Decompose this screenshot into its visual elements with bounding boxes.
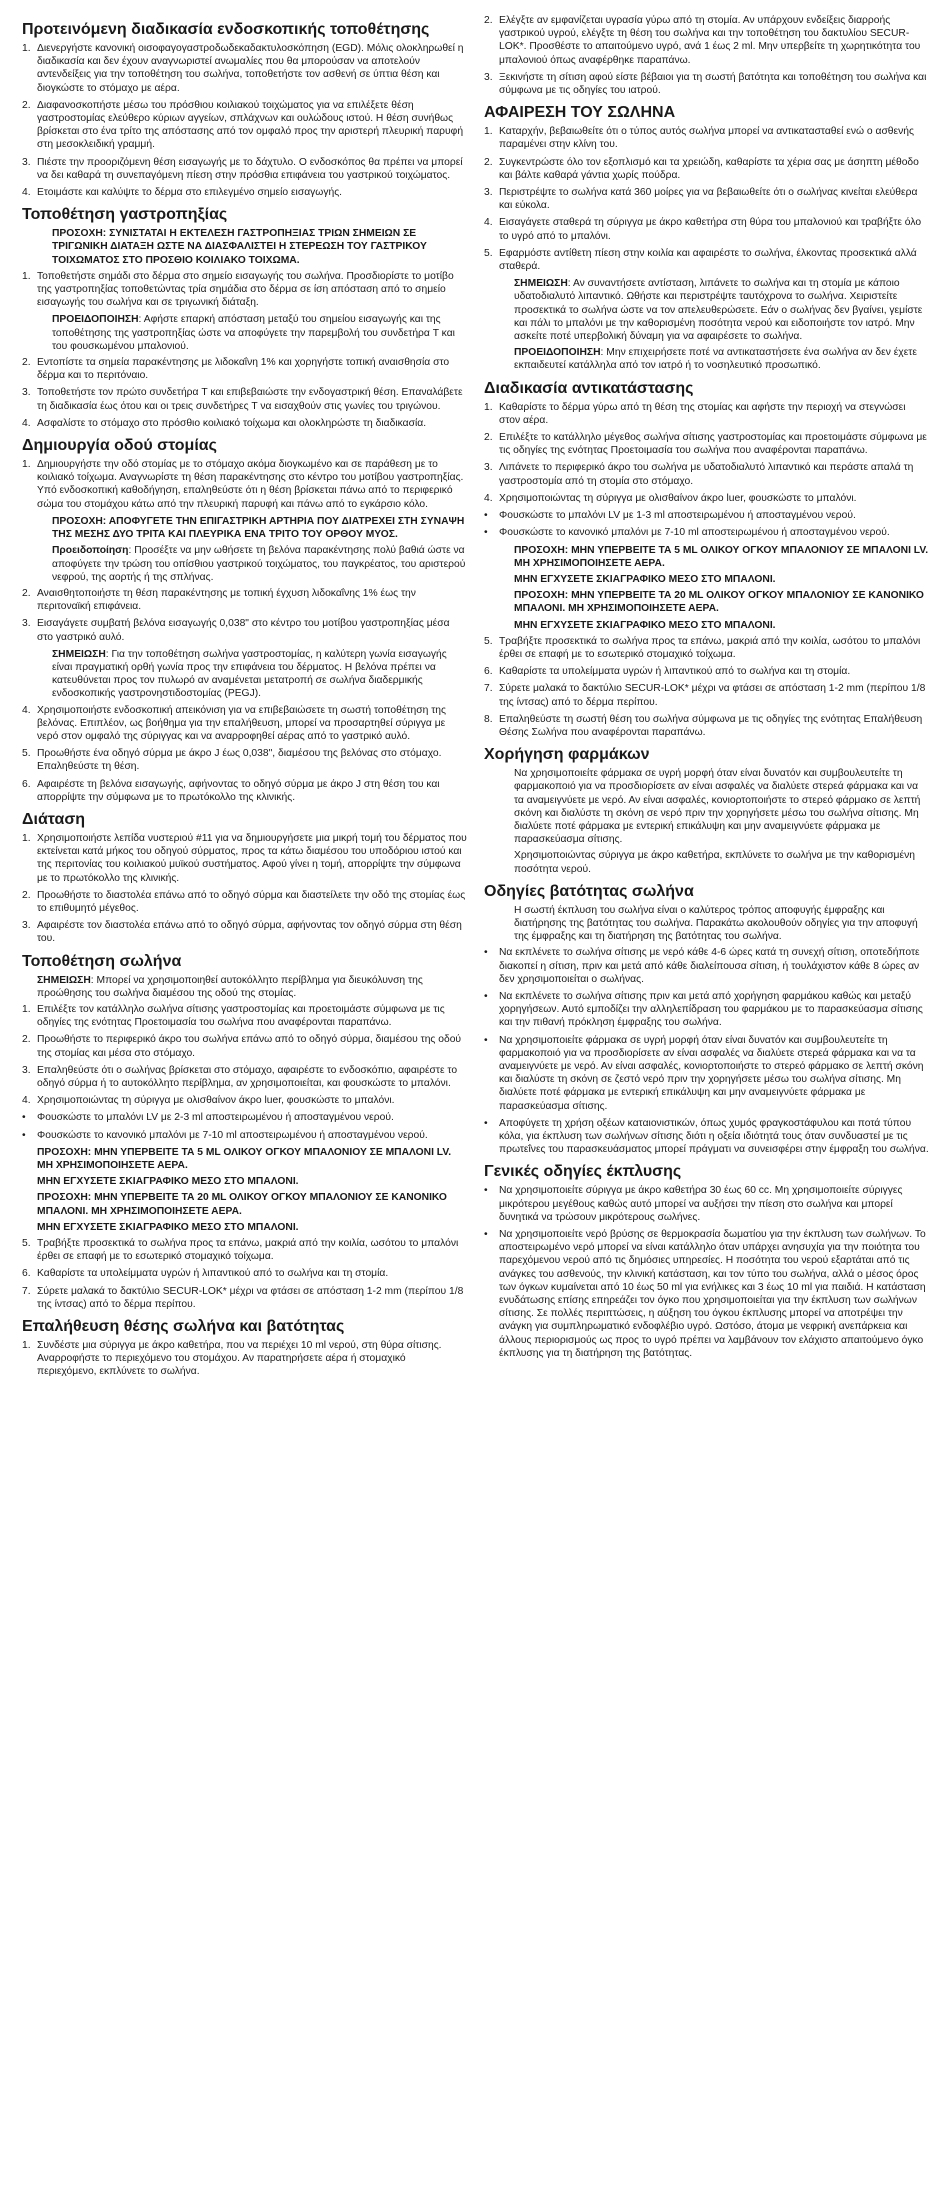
- bullet-item: • Αποφύγετε τη χρήση οξέων καταιονιστικών, όπως χυμός φραγκοστάφυλου και ποτά τύπου κόλα, για έκπλυση των σωλήνων σίτισης διότι η οξεία ιδιότητά τους όταν συνδυαστεί με τις πρωτεΐνες του παρασκευάσματος μπορεί πράγματι να συνεισφέρει στην έμφραξη του σωλήνα.: [484, 1117, 929, 1156]
- note: ΣΗΜΕΙΩΣΗ: Για την τοποθέτηση σωλήνα γαστροστομίας, η καλύτερη γωνία εισαγωγής είναι πραγματική ορθή γωνία προς την επιφάνεια του δέρματος. Η βελόνα πρέπει να κατευθύνεται προς τον πυλωρό αν αναμένεται μετατροπή σε σωλήνα διαδερμικής ενδοσκοπικής γαστρονηστιδοστομίας (PEGJ).: [52, 648, 447, 700]
- list-item: 2. Επιλέξτε το κατάλληλο μέγεθος σωλήνα σίτισης γαστροστομίας και προετοιμάστε σύμφωνα με τις οδηγίες της ενότητας Προετοιμασία του σωλήνα που αναφέρονται παραπάνω.: [484, 432, 927, 457]
- list-item: 7. Σύρετε μαλακά το δακτύλιο SECUR-LOK* μέχρι να φτάσει σε απόσταση 1-2 mm (περίπου 1/8 της ίντσας) από το δέρμα περίπου.: [484, 683, 926, 708]
- list-item: 3. Επαληθεύστε ότι ο σωλήνας βρίσκεται στο στόμαχο, αφαιρέστε το ενδοσκόπιο, αφαιρέστε το οδηγό σύρμα ή το αυτοκόλλητο περίβλημα, αν χρησιμοποιείται, και φουσκώστε το μπαλόνι.: [22, 1064, 458, 1089]
- section-verification-continued: [484, 14, 929, 97]
- section-title: Χορήγηση φαρμάκων: [484, 746, 650, 764]
- section-gastropexy: [22, 205, 467, 430]
- section-title: Διαδικασία αντικατάστασης: [484, 379, 694, 397]
- list-item: 3. Ξεκινήστε τη σίτιση αφού είστε βέβαιοι για τη σωστή βατότητα και τοποθέτηση του σωλήνα και σύμφωνα με τις οδηγίες του ιατρού.: [484, 71, 927, 97]
- list-item: 5. Τραβήξτε προσεκτικά το σωλήνα προς τα επάνω, μακριά από την κοιλία, ωσότου το μπαλόνι έρθει σε επαφή με το εσωτερικό στομαχικό τοίχωμα.: [484, 635, 921, 660]
- list-item: 8. Επαληθεύστε τη σωστή θέση του σωλήνα σύμφωνα με τις οδηγίες της ενότητας Επαλήθευση Θέσης Σωλήνα που αναφέρονται παραπάνω.: [484, 713, 923, 738]
- caution-text: ΜΗΝ ΕΓΧΥΣΕΤΕ ΣΚΙΑΓΡΑΦΙΚΟ ΜΕΣΟ ΣΤΟ ΜΠΑΛΟΝΙ.: [37, 1221, 299, 1233]
- bullet-item: • Φουσκώστε το μπαλόνι LV με 2-3 ml αποστειρωμένου ή αποσταγμένου νερού.: [22, 1112, 394, 1124]
- caution-text: ΠΡΟΣΟΧΗ: ΜΗΝ ΥΠΕΡΒΕΙΤΕ ΤΑ 20 ML ΟΛΙΚΟΥ ΟΓΚΟΥ ΜΠΑΛΟΝΙΟΥ ΣΕ ΚΑΝΟΝΙΚΟ ΜΠΑΛΟΝΙ. ΜΗ ΧΡΗΣΙΜΟΠΟΙΗΣΕΤΕ ΑΕΡΑ.: [37, 1192, 447, 1217]
- list-item: 2. Εντοπίστε τα σημεία παρακέντησης με λιδοκαΐνη 1% και χορηγήστε τοπική αναισθησία στο δέρμα και το περιτόναιο.: [22, 357, 450, 382]
- list-item: 2. Ελέγξτε αν εμφανίζεται υγρασία γύρω από τη στομία. Αν υπάρχουν ενδείξεις διαρροής γαστρικού υγρού, ελέγξτε τη θέση του σωλήνα και την τοποθέτηση του δακτυλίου SECUR-LOK*. Προσθέστε το απαιτούμενο υγρό, ανά 1 έως 2 ml. Μην υπερβείτε τη χωρητικότητα του μπαλονιού όπως αναφέρθηκε παραπάνω.: [484, 15, 921, 66]
- list-item: 1. Καταρχήν, βεβαιωθείτε ότι ο τύπος αυτός σωλήνα μπορεί να αντικατασταθεί ενώ ο ασθενής παραμένει στην κλίνη του.: [484, 126, 914, 151]
- section-tube-placement: [22, 952, 467, 1311]
- section-verification: [22, 1317, 467, 1379]
- list-item: 1. Διενεργήστε κανονική οισοφαγογαστροδωδεκαδακτυλοσκόπηση (EGD). Μόλις ολοκληρωθεί η διαδικασία και δεν έχουν αναγνωριστεί ανωμαλίες που θα μπορούσαν να αποτελούν αντενδείξεις για την τοποθέτηση του σωλήνα, τοποθετήστε τον ασθενή σε ύπτια θέση και διογκώστε το στόμαχο με αέρα.: [22, 43, 464, 94]
- list-item: 2. Διαφανοσκοπήστε μέσω του πρόσθιου κοιλιακού τοιχώματος για να επιλέξετε θέση γαστροστομίας ελεύθερο κύριων αγγείων, σπλάχνων και ουλώδους ιστού. Η θέση συνήθως βρίσκεται στο ένα τρίτο της απόστασης από τον ομφαλό προς την αριστερή πλευρική παρυφή στη μεσοκλειδική γραμμή.: [22, 99, 464, 151]
- section-title: ΑΦΑΙΡΕΣΗ ΤΟΥ ΣΩΛΗΝΑ: [484, 104, 676, 122]
- bullet-item: • Να χρησιμοποιείτε νερό βρύσης σε θερμοκρασία δωματίου για την έκπλυση των σωλήνων. Το αποστειρωμένο νερό μπορεί να είναι κατάλληλο όταν υπάρχει ανησυχία για την ποιότητα του παρεχόμενου νερού από τις δημόσιες υπηρεσίες. Η ποσότητα του νερού εξαρτάται από τις ανάγκες του ασθενούς, την κλινική κατάσταση, και τον τύπο του σωλήνα, αλλά ο μέσος όρος των όγκων κυμαίνεται από 10 έως 50 ml για ενήλικες και 3 έως 10 ml για παιδιά. Η κατάσταση ενυδάτωσης επίσης επηρεάζει τον όγκο που χρησιμοποιείται για την έκπλυση των σωλήνων σίτισης. Σε πολλές περιπτώσεις, η αύξηση του όγκου έκπλυσης μπορεί να αποτρέψει την ανάγκη για συμπληρωματικό ενδοφλέβιο υγρό. Ωστόσο, άτομα με νεφρική ανεπάρκεια και άλλους περιορισμούς ως προς το υγρό πρέπει να λαμβάνουν τον ελάχιστο απαιτούμενο όγκο έκπλυσης για τη διατήρηση της βατότητας.: [484, 1229, 926, 1359]
- list-item: 4. Χρησιμοποιήστε ενδοσκοπική απεικόνιση για να επιβεβαιώσετε τη σωστή τοποθέτηση της βελόνας. Επιπλέον, ως βοήθημα για την επαλήθευση, μπορεί να προσαρτηθεί σύριγγα με νερό στον ομφαλό της σύριγγας και να αναρροφηθεί αέρας από το γαστρικό αυλό.: [22, 704, 446, 742]
- section-title: Τοποθέτηση σωλήνα: [22, 952, 182, 970]
- caution-text: ΠΡΟΣΟΧΗ: ΜΗΝ ΥΠΕΡΒΕΙΤΕ ΤΑ 20 ML ΟΛΙΚΟΥ ΟΓΚΟΥ ΜΠΑΛΟΝΙΟΥ ΣΕ ΚΑΝΟΝΙΚΟ ΜΠΑΛΟΝΙ. ΜΗ ΧΡΗΣΙΜΟΠΟΙΗΣΕΤΕ ΑΕΡΑ.: [514, 590, 924, 615]
- list-item: 4. Ασφαλίστε το στόμαχο στο πρόσθιο κοιλιακό τοίχωμα και ολοκληρώστε τη διαδικασία.: [22, 417, 427, 429]
- caution-text: ΠΡΟΣΟΧΗ: ΣΥΝΙΣΤΑΤΑΙ Η ΕΚΤΕΛΕΣΗ ΓΑΣΤΡΟΠΗΞΙΑΣ ΤΡΙΩΝ ΣΗΜΕΙΩΝ ΣΕ ΤΡΙΓΩΝΙΚΗ ΔΙΑΤΑΞΗ ΩΣΤΕ ΝΑ ΔΙΑΣΦΑΛΙΣΤΕΙ Η ΣΤΕΡΕΩΣΗ ΤΟΥ ΓΑΣΤΡΙΚΟΥ ΤΟΙΧΩΜΑΤΟΣ ΣΤΟ ΠΡΟΣΘΙΟ ΚΟΙΛΙΑΚΟ ΤΟΙΧΩΜΑ.: [52, 228, 427, 266]
- section-tube-removal: [484, 103, 929, 372]
- bullet-item: • Φουσκώστε το κανονικό μπαλόνι με 7-10 ml αποστειρωμένου ή αποσταγμένου νερού.: [484, 527, 890, 539]
- list-item: 1. Χρησιμοποιήστε λεπίδα νυστεριού #11 για να δημιουργήσετε μια μικρή τομή του δέρματος που εκτείνεται κατά μήκος του οδηγού σύρματος, προς τα κάτω διαμέσου του υποδόριου ιστού και της περιτονίας του κοιλιακού μυϊκού συστήματος. Αφού γίνει η τομή, απορρίψτε την σύμφωνα με το πρωτόκολλο της κλινικής.: [22, 832, 467, 884]
- bullet-item: • Φουσκώστε το μπαλόνι LV με 1-3 ml αποστειρωμένου ή αποσταγμένου νερού.: [484, 510, 856, 522]
- bullet-item: • Να χρησιμοποιείτε σύριγγα με άκρο καθετήρα 30 έως 60 cc. Μη χρησιμοποιείτε σύριγγες μικρότερου μεγέθους καθώς αυτό μπορεί να αυξήσει την πίεση στο σωλήνα και μπορεί δυνητικά να τρώσουν μικρότερους σωλήνες.: [484, 1185, 903, 1223]
- section-flushing: [484, 1162, 929, 1360]
- paragraph: Η σωστή έκπλυση του σωλήνα είναι ο καλύτερος τρόπος αποφυγής έμφραξης και διατήρησης της βατότητας του σωλήνα. Παρακάτω ακολουθούν οδηγίες για την αποφυγή της έμφραξης και τη διατήρηση της βατότητας του σωλήνα.: [514, 904, 918, 943]
- bullet-item: • Να εκπλένετε το σωλήνα σίτισης με νερό κάθε 4-6 ώρες κατά τη συνεχή σίτιση, οποτεδήποτε διακοπεί η σίτιση, πριν και μετά από κάθε διαλείπουσα σίτιση, ή τουλάχιστον κάθε 8 ώρες αν δεν χρησιμοποιείται ο σωλήνας.: [484, 947, 920, 985]
- list-item: 3. Περιστρέψτε το σωλήνα κατά 360 μοίρες για να βεβαιωθείτε ότι ο σωλήνας κινείται ελεύθερα και εύκολα.: [484, 187, 918, 212]
- caution-text: ΠΡΟΣΟΧΗ: ΜΗΝ ΥΠΕΡΒΕΙΤΕ ΤΑ 5 ML ΟΛΙΚΟΥ ΟΓΚΟΥ ΜΠΑΛΟΝΙΟΥ ΣΕ ΜΠΑΛΟΝΙ LV. ΜΗ ΧΡΗΣΙΜΟΠΟΙΗΣΕΤΕ ΑΕΡΑ.: [514, 544, 929, 569]
- list-item: 3. Αφαιρέστε τον διαστολέα επάνω από το οδηγό σύρμα, αφήνοντας τον οδηγό σύρμα στη θέση του.: [22, 920, 462, 945]
- section-title: Επαλήθευση θέσης σωλήνα και βατότητας: [22, 1318, 345, 1336]
- list-item: 5. Τραβήξτε προσεκτικά το σωλήνα προς τα επάνω, μακριά από την κοιλία, ωσότου το μπαλόνι έρθει σε επαφή με το εσωτερικό στομαχικό τοίχωμα.: [22, 1238, 459, 1263]
- section-endoscopic-placement: [22, 20, 467, 199]
- section-title: Προτεινόμενη διαδικασία ενδοσκοπικής τοποθέτησης: [22, 21, 430, 38]
- note: ΣΗΜΕΙΩΣΗ: Αν συναντήσετε αντίσταση, λιπάνετε το σωλήνα και τη στομία με κάποιο υδατοδιαλυτό λιπαντικό. Ωθήστε και περιστρέψτε ταυτόχρονα το σωλήνα. Χειριστείτε προσεκτικά το σωλήνα ώστε να τον απελευθερώσετε. Εάν ο σωλήνας δεν βγαίνει, γεμίστε και πάλι το μπαλόνι με την καθορισμένη ποσότητα νερού και ειδοποιήστε τον ιατρό. Μην ασκείτε ποτέ υπερβολική δύναμη για να αφαιρέσετε το σωλήνα.: [514, 278, 923, 343]
- caution-text: ΜΗΝ ΕΓΧΥΣΕΤΕ ΣΚΙΑΓΡΑΦΙΚΟ ΜΕΣΟ ΣΤΟ ΜΠΑΛΟΝΙ.: [514, 619, 776, 631]
- list-item: 2. Προωθήστε το διαστολέα επάνω από το οδηγό σύρμα και διαστείλετε την οδό της στομίας έως το επιθυμητό μέγεθος.: [22, 889, 466, 914]
- list-item: 6. Καθαρίστε τα υπολείμματα υγρών ή λιπαντικού από το σωλήνα και τη στομία.: [484, 666, 851, 678]
- caution-text: ΠΡΟΣΟΧΗ: ΜΗΝ ΥΠΕΡΒΕΙΤΕ ΤΑ 5 ML ΟΛΙΚΟΥ ΟΓΚΟΥ ΜΠΑΛΟΝΙΟΥ ΣΕ ΜΠΑΛΟΝΙ LV. ΜΗ ΧΡΗΣΙΜΟΠΟΙΗΣΕΤΕ ΑΕΡΑ.: [37, 1146, 452, 1172]
- list-item: 3. Τοποθετήστε τον πρώτο συνδετήρα T και επιβεβαιώστε την ενδογαστρική θέση. Επαναλάβετε τη διαδικασία έως ότου και οι τρεις συνδετήρες T να εισαχθούν στις γωνίες του τριγώνου.: [22, 387, 463, 412]
- list-item: 2. Αναισθητοποιήστε τη θέση παρακέντησης με τοπική έγχυση λιδοκαΐνης 1% έως την περιτοναϊκή επιφάνεια.: [22, 587, 416, 613]
- list-item: 2. Συγκεντρώστε όλο τον εξοπλισμό και τα χρειώδη, καθαρίστε τα χέρια σας με άσηπτη μέθοδο και βάλτε καθαρά γάντια χωρίς πούδρα.: [484, 156, 919, 181]
- section-medication: [484, 745, 929, 876]
- list-item: 6. Καθαρίστε τα υπολείμματα υγρών ή λιπαντικού από το σωλήνα και τη στομία.: [22, 1268, 389, 1280]
- list-item: 1. Συνδέστε μια σύριγγα με άκρο καθετήρα, που να περιέχει 10 ml νερού, στη θύρα σίτισης. Αναρροφήστε το περιεχόμενο του στομάχου. Αν παρατηρήσετε αέρα ή στομαχικό περιεχόμενο, εκπλύνετε το σωλήνα.: [22, 1340, 442, 1378]
- paragraph: Να χρησιμοποιείτε φάρμακα σε υγρή μορφή όταν είναι δυνατόν και συμβουλευτείτε τη φαρμακοποιό για να προσδιορίσετε αν είναι ασφαλές να διαλύετε στερεά φάρμακα και να τα αναμειγνύετε με νερό. Αν είναι ασφαλές, κονιορτοποιήστε το στερεό φάρμακο σε λεπτή σκόνη και διαλύστε τη σκόνη σε νερό πριν την χορηγήσετε μέσω του σωλήνα σίτισης. Μη διαλύετε ποτέ φάρμακα με εντερική επικάλυψη και μην αναμειγνύετε φάρμακα με παρασκεύασμα σίτισης.: [514, 768, 921, 846]
- section-patency: [484, 882, 929, 1157]
- section-title: Γενικές οδηγίες έκπλυσης: [484, 1163, 682, 1181]
- section-title: Διάταση: [22, 810, 86, 828]
- list-item: 1. Καθαρίστε το δέρμα γύρω από τη θέση της στομίας και αφήστε την περιοχή να στεγνώσει στον αέρα.: [484, 401, 906, 426]
- section-title: Δημιουργία οδού στομίας: [22, 437, 217, 455]
- section-stoma-tract: [22, 436, 467, 804]
- section-replacement: [484, 379, 929, 739]
- bullet-item: • Φουσκώστε το κανονικό μπαλόνι με 7-10 ml αποστειρωμένου ή αποσταγμένου νερού.: [22, 1129, 428, 1141]
- list-item: 6. Αφαιρέστε τη βελόνα εισαγωγής, αφήνοντας το οδηγό σύρμα με άκρο J στη θέση του και απορρίψτε την σύμφωνα με το πρωτόκολλο της κλινικής.: [22, 778, 440, 803]
- list-item: 5. Προωθήστε ένα οδηγό σύρμα με άκρο J έως 0,038", διαμέσου της βελόνας στο στόμαχο. Επαληθεύστε τη θέση.: [22, 748, 442, 773]
- caution-text: ΜΗΝ ΕΓΧΥΣΕΤΕ ΣΚΙΑΓΡΑΦΙΚΟ ΜΕΣΟ ΣΤΟ ΜΠΑΛΟΝΙ.: [37, 1176, 299, 1188]
- list-item: 4. Χρησιμοποιώντας τη σύριγγα με ολισθαίνον άκρο luer, φουσκώστε το μπαλόνι.: [484, 492, 857, 504]
- bullet-item: • Να εκπλένετε το σωλήνα σίτισης πριν και μετά από χορήγηση φαρμάκου καθώς και μεταξύ χορηγήσεων. Αυτό εμποδίζει την αλληλεπίδραση του φαρμάκου με το παρασκεύασμα σίτισης και την πιθανή πρόκληση έμφραξης του σωλήνα.: [484, 990, 923, 1029]
- section-title: Οδηγίες βατότητας σωλήνα: [484, 882, 694, 900]
- list-item: 5. Εφαρμόστε αντίθετη πίεση στην κοιλία και αφαιρέστε το σωλήνα, έλκοντας προσεκτικά αλλά σταθερά.: [484, 247, 917, 273]
- list-item: 3. Λιπάνετε το περιφερικό άκρο του σωλήνα με υδατοδιαλυτό λιπαντικό και περάστε απαλά τη γαστροστομία από τη στομία στο στόμαχο.: [484, 462, 914, 487]
- list-item: 3. Εισαγάγετε συμβατή βελόνα εισαγωγής 0,038" στο κέντρο του μοτίβου γαστροπηξίας μέσα στο γαστρικό αυλό.: [22, 618, 450, 643]
- list-item: 2. Προωθήστε το περιφερικό άκρο του σωλήνα επάνω από το οδηγό σύρμα, διαμέσου της οδού της στομίας και μέσα στο στόμαχο.: [22, 1034, 462, 1059]
- left-column: [22, 14, 467, 1383]
- right-column: [484, 14, 929, 1364]
- note: ΣΗΜΕΙΩΣΗ: Μπορεί να χρησιμοποιηθεί αυτοκόλλητο περίβλημα για διευκόλυνση της προώθησης του σωλήνα διαμέσου της οδού της στομίας.: [37, 974, 423, 999]
- caution-text: ΜΗΝ ΕΓΧΥΣΕΤΕ ΣΚΙΑΓΡΑΦΙΚΟ ΜΕΣΟ ΣΤΟ ΜΠΑΛΟΝΙ.: [514, 573, 776, 585]
- section-dilation: [22, 810, 467, 946]
- list-item: 1. Τοποθετήστε σημάδι στο δέρμα στο σημείο εισαγωγής του σωλήνα. Προσδιορίστε το μοτίβο της γαστροπηξίας τοποθετώντας τρία σημάδια στο δέρμα σε ίση απόσταση από το σημείο εισαγωγής του σωλήνα και σε τριγωνική διάταξη.: [22, 270, 454, 309]
- list-item: 4. Χρησιμοποιώντας τη σύριγγα με ολισθαίνον άκρο luer, φουσκώστε το μπαλόνι.: [22, 1095, 395, 1107]
- bullet-item: • Να χρησιμοποιείτε φάρμακα σε υγρή μορφή όταν είναι δυνατόν και συμβουλευτείτε τη φαρμακοποιό για να προσδιορίσετε αν είναι ασφαλές να διαλύετε στερεά φάρμακα και να τα αναμειγνύετε με νερό. Αν είναι ασφαλές, κονιορτοποιήστε το στερεό φάρμακο σε λεπτή σκόνη και διαλύστε τη σκόνη σε ζεστό νερό πριν την χορηγήσετε μέσω του σωλήνα σίτισης. Μη διαλύετε ποτέ φάρμακα με εντερική επικάλυψη και μην αναμειγνύετε φάρμακα με παρασκεύασμα σίτισης.: [484, 1034, 924, 1112]
- list-item: 1. Δημιουργήστε την οδό στομίας με το στόμαχο ακόμα διογκωμένο και σε παράθεση με το κοιλιακό τοίχωμα. Αναγνωρίστε τη θέση παρακέντησης στο κέντρο του μοτίβου γαστροπηξίας. Υπό ενδοσκοπική καθοδήγηση, επαληθεύστε ότι η θέση βρίσκεται πάνω από το περιφερικό σώμα του στομάχου κάτω από την πλευρική παρυφή και πάνω από το εγκάρσιο κόλο.: [22, 459, 464, 510]
- list-item: 1. Επιλέξτε τον κατάλληλο σωλήνα σίτισης γαστροστομίας και προετοιμάστε σύμφωνα με τις οδηγίες της ενότητας Προετοιμασία του σωλήνα που αναφέρονται παραπάνω.: [22, 1003, 445, 1029]
- section-title: Τοποθέτηση γαστροπηξίας: [22, 206, 228, 224]
- paragraph: Χρησιμοποιώντας σύριγγα με άκρο καθετήρα, εκπλύνετε το σωλήνα με την καθορισμένη ποσότητα νερού.: [514, 850, 915, 875]
- warning-note: Προειδοποίηση: Προσέξτε να μην ωθήσετε τη βελόνα παρακέντησης πολύ βαθιά ώστε να αποφύγετε την τρώση του οπίσθιου γαστρικού τοιχώματος, του παγκρέατος, του αριστερού νεφρού, της αορτής ή της σπλήνας.: [52, 545, 466, 583]
- warning-note: ΠΡΟΕΙΔΟΠΟΙΗΣΗ: Αφήστε επαρκή απόσταση μεταξύ του σημείου εισαγωγής και της τοποθέτησης της γαστροπηξίας ώστε να αποφύγετε την παρεμβολή του συνδετήρα T και του φουσκωμένου μπαλονιού.: [52, 314, 455, 352]
- warning-note: ΠΡΟΕΙΔΟΠΟΙΗΣΗ: Μην επιχειρήσετε ποτέ να αντικαταστήσετε ένα σωλήνα αν δεν έχετε εκπαιδευτεί κατάλληλα από τον ιατρό ή το νοσηλευτικό προσωπικό.: [514, 347, 917, 372]
- list-item: 7. Σύρετε μαλακά το δακτύλιο SECUR-LOK* μέχρι να φτάσει σε απόσταση 1-2 mm (περίπου 1/8 της ίντσας) από το δέρμα περίπου.: [22, 1285, 464, 1310]
- list-item: 4. Ετοιμάστε και καλύψτε το δέρμα στο επιλεγμένο σημείο εισαγωγής.: [22, 187, 343, 199]
- caution-text: ΠΡΟΣΟΧΗ: ΑΠΟΦΥΓΕΤΕ ΤΗΝ ΕΠΙΓΑΣΤΡΙΚΗ ΑΡΤΗΡΙΑ ΠΟΥ ΔΙΑΤΡΕΧΕΙ ΣΤΗ ΣΥΝΑΨΗ ΤΗΣ ΜΕΣΗΣ ΔΥΟ ΤΡΙΤΑ ΚΑΙ ΠΛΕΥΡΙΚΑ ΕΝΑ ΤΡΙΤΟ ΤΟΥ ΟΡΘΟΥ ΜΥΟΣ.: [52, 515, 465, 541]
- list-item: 4. Εισαγάγετε σταθερά τη σύριγγα με άκρο καθετήρα στη θύρα του μπαλονιού και τραβήξτε όλο το υγρό από το μπαλόνι.: [484, 217, 922, 242]
- list-item: 3. Πιέστε την προοριζόμενη θέση εισαγωγής με το δάχτυλο. Ο ενδοσκόπος θα πρέπει να μπορεί να δει καθαρά τη συνεπαγόμενη πίεση στην πρόσθια επιφάνεια του γαστρικού τοιχώματος.: [22, 156, 463, 181]
